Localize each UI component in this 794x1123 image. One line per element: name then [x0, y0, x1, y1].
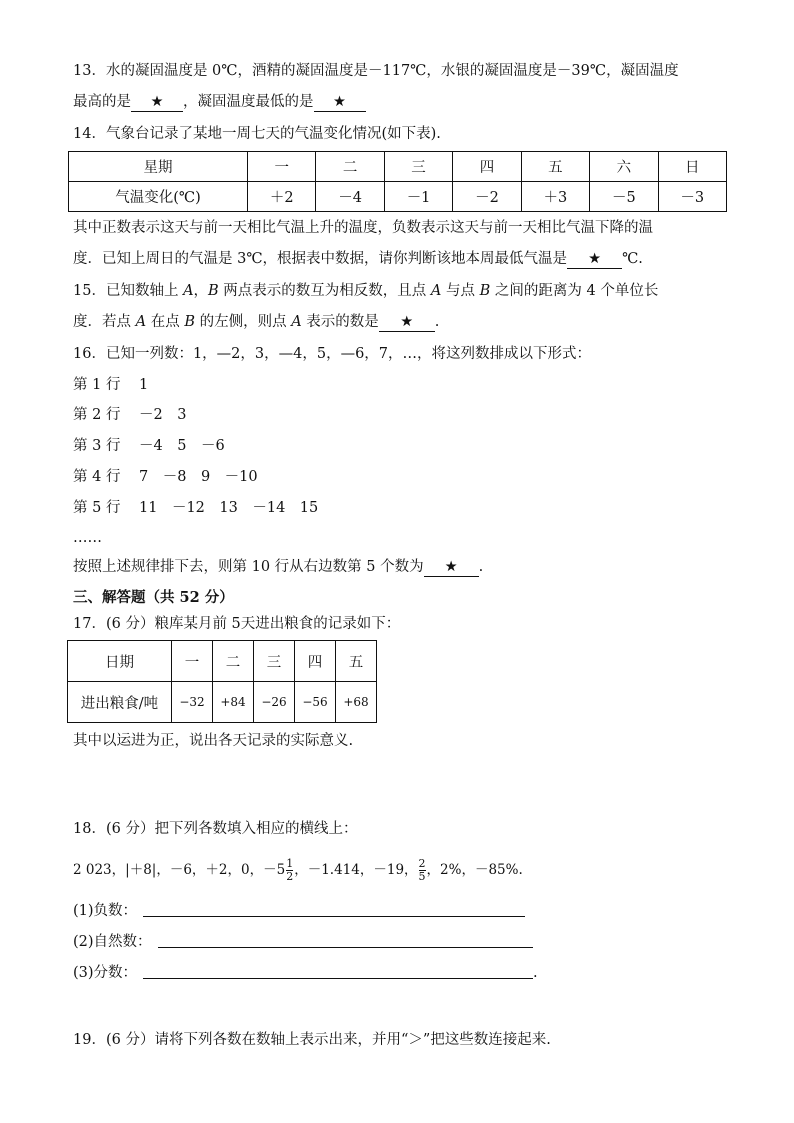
q16-row — [73, 375, 148, 395]
q15-text: . — [434, 314, 440, 330]
table-cell: －2 — [453, 182, 521, 212]
q13-text-a: 最高的是 — [73, 94, 131, 110]
q16-row — [73, 498, 318, 518]
q16-row — [73, 467, 258, 487]
table-cell: －4 — [316, 182, 384, 212]
q14-text-a: 度．已知上周日的气温是 3℃，根据表中数据，请你判断该地本周最低气温是 — [73, 251, 568, 267]
q15-line2 — [73, 312, 439, 332]
q16-row-nums: 11 －12 13 －14 15 — [139, 500, 319, 516]
fraction-numerator: 1 — [286, 857, 294, 870]
point-a: A — [291, 314, 302, 330]
table-cell: −26 — [254, 682, 295, 723]
table-header-label: 日期 — [68, 641, 172, 682]
q16-row-label: 第 2 行 — [73, 407, 121, 423]
point-b: B — [208, 283, 219, 299]
q19-text: 19．(6 分）请将下列各数在数轴上表示出来，并用“＞”把这些数连接起来. — [73, 1032, 551, 1048]
fraction-answer-line[interactable] — [143, 978, 533, 979]
q13-blank-lowest[interactable]: ★ — [314, 94, 366, 112]
q14-blank[interactable]: ★ — [567, 251, 622, 269]
q16-last — [73, 557, 483, 577]
table-cell: 三 — [384, 152, 452, 182]
point-b: B — [479, 283, 491, 299]
table-cell: +84 — [213, 682, 254, 723]
q15-blank[interactable]: ★ — [379, 314, 435, 332]
q16-row-nums: －4 5 －6 — [139, 438, 225, 454]
q18-text: 2 023，|＋8|，－6，＋2，0，－5 — [73, 862, 286, 878]
table-header-label: 星期 — [69, 152, 248, 182]
q18-intro: 18．(6 分）把下列各数填入相应的横线上： — [73, 821, 358, 837]
table-row — [68, 641, 377, 682]
q18-period: . — [533, 965, 538, 981]
table-cell: +68 — [336, 682, 377, 723]
table-row-label: 进出粮食/吨 — [68, 682, 172, 723]
q13-line1: 13．水的凝固温度是 0℃，酒精的凝固温度是－117℃，水银的凝固温度是－39℃，凝固温度 — [73, 63, 679, 79]
table-cell: －3 — [658, 182, 726, 212]
q17-after: 其中以运进为正，说出各天记录的实际意义. — [73, 733, 354, 749]
q18-item-label: (3)分数： — [73, 965, 138, 981]
point-a: A — [135, 314, 147, 330]
fraction — [286, 858, 293, 883]
fraction — [419, 858, 426, 883]
table-cell: 日 — [658, 152, 726, 182]
q15-text: 15．已知数轴上 — [73, 283, 184, 299]
natural-answer-line[interactable] — [158, 947, 533, 948]
table-cell: 五 — [521, 152, 589, 182]
q14-intro: 14．气象台记录了某地一周七天的气温变化情况(如下表). — [73, 126, 441, 142]
q15-line1 — [73, 281, 658, 301]
table-cell: －5 — [590, 182, 658, 212]
table-cell: 二 — [316, 152, 384, 182]
q15-text: 之间的距离为 4 个单位长 — [490, 283, 659, 299]
q14-line3: 其中正数表示这天与前一天相比气温上升的温度，负数表示这天与前一天相比气温下降的温 — [73, 220, 653, 236]
point-b: B — [184, 314, 195, 330]
q16-row-label: 第 5 行 — [73, 500, 121, 516]
q16-row-nums: 1 — [139, 377, 149, 393]
table-cell: −32 — [172, 682, 213, 723]
q16-row-label: 第 4 行 — [73, 469, 121, 485]
q15-text: 度．若点 — [73, 314, 136, 330]
q15-text: 的左侧，则点 — [194, 314, 292, 330]
section-heading: 三、解答题（共 52 分） — [73, 589, 234, 606]
q13-text-b: ，凝固温度最低的是 — [183, 94, 314, 110]
fraction-numerator: 2 — [418, 857, 426, 870]
table-cell: 三 — [254, 641, 295, 682]
point-a: A — [183, 283, 194, 299]
table-cell: 四 — [453, 152, 521, 182]
q16-row-label: 第 3 行 — [73, 438, 121, 454]
q18-text: ，－1.414，－19， — [294, 862, 418, 878]
q18-text: ，2%，－85%. — [426, 862, 523, 878]
table-cell: ＋3 — [521, 182, 589, 212]
q16-intro: 16．已知一列数：1，—2，3，—4，5，—6，7，…，将这列数排成以下形式： — [73, 346, 592, 362]
fraction-denominator: 5 — [418, 870, 426, 883]
temperature-table — [68, 151, 727, 212]
q16-text: 按照上述规律排下去，则第 10 行从右边数第 5 个数为 — [73, 559, 424, 575]
q13-line2 — [73, 92, 366, 112]
negative-answer-line[interactable] — [143, 916, 525, 917]
q16-row-nums: －2 3 — [139, 407, 187, 423]
table-row — [68, 682, 377, 723]
grain-table — [67, 640, 377, 723]
table-row — [69, 152, 727, 182]
q16-text: . — [478, 559, 484, 575]
q18-numbers — [73, 858, 523, 883]
point-a: A — [430, 283, 442, 299]
q16-row-nums: 7 －8 9 －10 — [139, 469, 258, 485]
table-cell: 一 — [172, 641, 213, 682]
table-cell: −56 — [295, 682, 336, 723]
q13-blank-highest[interactable]: ★ — [131, 94, 183, 112]
table-cell: ＋2 — [248, 182, 316, 212]
q15-text: 与点 — [441, 283, 480, 299]
table-row-label: 气温变化(℃) — [69, 182, 248, 212]
q17-intro: 17．(6 分）粮库某月前 5天进出粮食的记录如下： — [73, 616, 401, 632]
q15-text: 两点表示的数互为相反数，且点 — [218, 283, 431, 299]
q16-row — [73, 436, 225, 456]
table-cell: 二 — [213, 641, 254, 682]
q18-item-label: (1)负数： — [73, 903, 138, 919]
table-cell: 四 — [295, 641, 336, 682]
table-row — [69, 182, 727, 212]
table-cell: 五 — [336, 641, 377, 682]
q18-item-label: (2)自然数： — [73, 934, 152, 950]
fraction-denominator: 2 — [286, 870, 294, 883]
table-cell: 一 — [248, 152, 316, 182]
q16-blank[interactable]: ★ — [424, 559, 479, 577]
q14-line4 — [73, 249, 643, 269]
q15-text: 在点 — [146, 314, 185, 330]
q15-text: 表示的数是 — [301, 314, 379, 330]
table-cell: 六 — [590, 152, 658, 182]
q16-ellipsis: …… — [73, 530, 102, 546]
q15-text: ， — [193, 283, 209, 299]
q16-row-label: 第 1 行 — [73, 377, 121, 393]
q16-row — [73, 405, 186, 425]
q14-text-b: ℃. — [622, 251, 643, 267]
table-cell: －1 — [384, 182, 452, 212]
